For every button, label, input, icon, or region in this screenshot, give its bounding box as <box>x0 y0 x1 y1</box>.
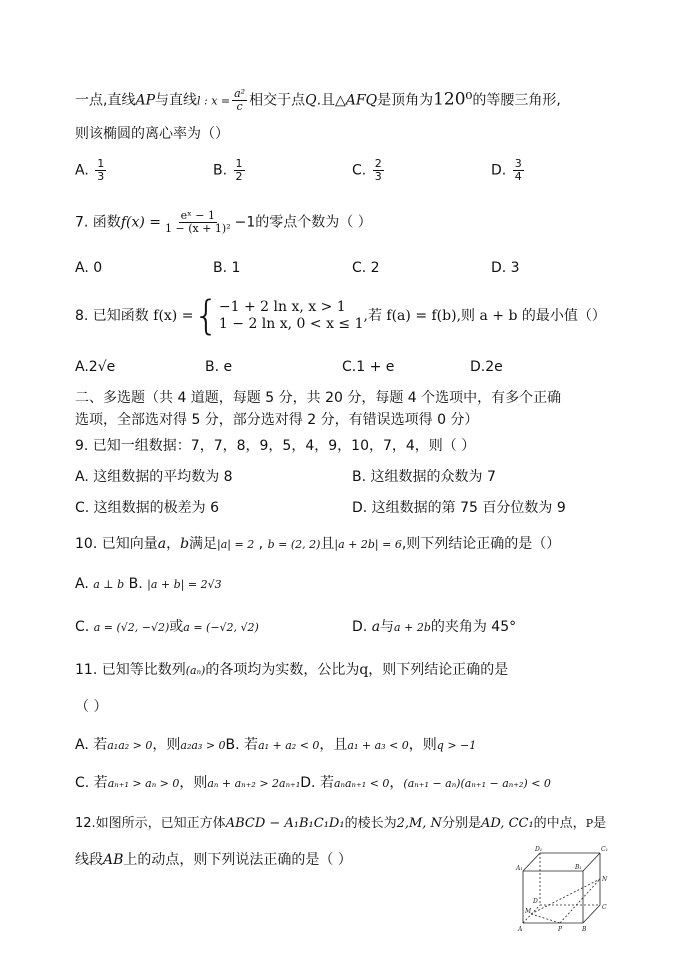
text: 上的动点，则下列说法正确的是（ ） <box>123 852 352 868</box>
math-abs-a: |a| = 2 <box>217 538 255 551</box>
text: 线段 <box>75 852 103 868</box>
section2-heading: 二、多选题（共 4 道题，每题 5 分，共 20 分，每题 4 个选项中，有多个正确 <box>75 390 562 406</box>
segment-MN <box>531 879 600 914</box>
frac-num: 1 <box>97 157 105 170</box>
math-AFQ: AFQ <box>345 92 378 109</box>
text: 或 <box>169 619 184 635</box>
cube-figure <box>515 843 615 933</box>
q8-option-a: A.2√e <box>75 359 116 375</box>
math-fx: f(x) = <box>120 214 161 231</box>
text: 11. 已知等比数列 <box>75 662 186 678</box>
q10-option-ab <box>75 574 222 595</box>
text: 的棱长为 <box>344 816 397 831</box>
text: 与直线 <box>154 92 197 109</box>
math: 2, <box>396 816 409 831</box>
text: 相交于点 <box>249 92 306 109</box>
text: ，则 <box>152 737 181 753</box>
math: a₁ + a₃ < 0 <box>347 739 409 752</box>
fraction <box>513 158 524 183</box>
q6-line1 <box>75 88 561 113</box>
math: a₂a₃ > 0 <box>180 739 226 752</box>
text: .且△ <box>316 92 346 109</box>
math: a = (√2, −√2) <box>93 621 170 634</box>
math-cube: ABCD − A₁B₁C₁D₁ <box>225 816 345 831</box>
edge <box>583 905 600 923</box>
label-C1: C₁ <box>601 846 608 853</box>
text: ,则下列结论正确的是（） <box>401 536 561 552</box>
text: −1的零点个数为（ ） <box>234 214 372 231</box>
math: (aₙ) <box>185 664 206 677</box>
q11-stem <box>75 660 508 681</box>
option-label: C. <box>75 619 90 635</box>
option-label: A. <box>75 576 89 592</box>
text: 且 <box>320 536 335 552</box>
label-C: C <box>602 904 607 911</box>
math-AP: AP <box>135 92 155 109</box>
label-M: M <box>525 908 532 915</box>
q6-option-c <box>352 158 386 183</box>
label-B: B <box>582 926 587 933</box>
label-A1: A₁ <box>516 865 523 872</box>
math: a₁ + a₂ < 0 <box>258 739 320 752</box>
frac-den: 1 − (x + 1)² <box>165 222 231 235</box>
q9-stem: 9. 已知一组数据：7，7，8，9，5，4，9，10，7，4，则（ ） <box>75 438 476 454</box>
math-b: b = (2, 2) <box>267 538 321 551</box>
q9-option-c: C. 这组数据的极差为 6 <box>75 500 220 516</box>
q7-option-c: C. 2 <box>352 260 380 276</box>
q12-stem <box>75 814 606 834</box>
option-label: A. <box>75 162 89 179</box>
frac-num: 3 <box>514 157 522 170</box>
math: aₙ + aₙ₊₂ > 2aₙ₊₁ <box>207 777 301 790</box>
text: ，且 <box>319 737 348 753</box>
q10-stem: 10. 已知向量a，b满足|a| = 2 , b = (2, 2)且|a + 2b| = 6,则下列结论正确的是（） <box>75 536 561 552</box>
math: aₙaₙ₊₁ < 0 <box>333 777 390 790</box>
text: ， <box>166 536 181 552</box>
fraction <box>232 88 247 113</box>
option-label: B. <box>213 162 228 179</box>
text: 一点,直线 <box>75 92 136 109</box>
text: 是顶角为 <box>377 92 434 109</box>
frac-den: c <box>236 100 243 113</box>
segment-MP <box>531 914 560 923</box>
fraction <box>163 210 233 235</box>
frac-den: 2 <box>235 170 243 183</box>
text: 7. 函数 <box>75 214 121 231</box>
text: 的中点， <box>533 816 586 831</box>
math-q: q <box>359 662 369 678</box>
text: ，则下列结论正确的是 <box>368 662 509 678</box>
piece-1: −1 + 2 ln x, x > 1 <box>218 299 346 315</box>
math-l: l : x = <box>196 94 231 108</box>
math: a <box>371 619 381 635</box>
piece-2: 1 − 2 ln x, 0 < x ≤ 1 <box>218 316 364 332</box>
math: a₁a₂ > 0 <box>107 739 153 752</box>
frac-den: 3 <box>97 170 105 183</box>
frac-num: a² <box>234 87 246 100</box>
q10-option-c <box>75 617 259 638</box>
option-label: D. <box>352 619 368 635</box>
option-label: C. 若 <box>75 775 108 791</box>
fraction <box>373 158 384 183</box>
option-label: B. 若 <box>225 737 259 753</box>
q7-option-a: A. 0 <box>75 260 103 276</box>
q9-option-d: D. 这组数据的第 75 百分位数为 9 <box>352 500 566 516</box>
q9-option-a: A. 这组数据的平均数为 8 <box>75 469 233 485</box>
fraction <box>234 158 245 183</box>
text: 的各项均为实数，公比为 <box>205 662 360 678</box>
text: ，则 <box>408 737 437 753</box>
q7-stem <box>75 210 372 235</box>
math: aₙ₊₁ > aₙ > 0 <box>107 777 180 790</box>
math: |a + b| = 2√3 <box>147 578 222 591</box>
math: a + 2b <box>394 621 431 634</box>
option-label: B. <box>128 576 143 592</box>
math-Q: Q <box>305 92 317 109</box>
text: ， <box>389 775 404 791</box>
option-label: D. <box>491 162 507 179</box>
q7-option-d: D. 3 <box>491 260 520 276</box>
math-AB: AB <box>103 852 124 868</box>
text: ,若 f(a) = f(b),则 a + b 的最小值（） <box>363 308 606 324</box>
text: 满足 <box>189 536 218 552</box>
q11-option-cd <box>75 773 551 794</box>
option-label: C. <box>352 162 367 179</box>
q9-option-b: B. 这组数据的众数为 7 <box>352 469 496 485</box>
q8-stem <box>75 293 606 339</box>
text: 与 <box>380 619 395 635</box>
text: 分别是 <box>441 816 481 831</box>
fraction <box>95 158 106 183</box>
math: AD, CC₁ <box>480 816 534 831</box>
math-fx: f(x) = <box>153 308 194 324</box>
q6-option-a <box>75 158 108 183</box>
frac-den: 4 <box>514 170 522 183</box>
option-label: A. 若 <box>75 737 108 753</box>
brace-icon: { <box>193 293 219 339</box>
math-P: P <box>585 817 594 830</box>
math: a ⊥ b <box>93 578 125 591</box>
section2-heading-cont: 选项，全部选对得 5 分，部分选对得 2 分，有错误选项得 0 分） <box>75 412 479 428</box>
math: q > −1 <box>436 739 477 752</box>
edge <box>523 853 540 871</box>
label-B1: B₁ <box>575 864 582 871</box>
frac-num: 2 <box>374 157 382 170</box>
math-angle: 120⁰ <box>433 89 473 110</box>
text: 是 <box>593 816 607 831</box>
label-N: N <box>602 876 608 883</box>
q8-option-d: D.2e <box>470 359 503 375</box>
label-P: P <box>558 926 563 933</box>
piecewise <box>219 299 364 333</box>
math-abs: |a + 2b| = 6 <box>334 538 402 551</box>
segment-PN <box>560 879 600 923</box>
vector-b: b <box>180 536 190 552</box>
text: 的等腰三角形, <box>472 92 561 109</box>
math: (aₙ₊₁ − aₙ)(aₙ₊₁ − aₙ₊₂) < 0 <box>403 777 551 790</box>
math: a = (−√2, √2) <box>183 621 259 634</box>
q10-option-d <box>352 617 516 638</box>
text: 8. 已知函数 <box>75 308 149 324</box>
frac-num: eˣ − 1 <box>180 209 215 222</box>
label-D: D <box>533 898 538 905</box>
q7-option-b: B. 1 <box>213 260 241 276</box>
frac-den: 3 <box>374 170 382 183</box>
q11-paren: （ ） <box>75 699 108 715</box>
q11-option-ab <box>75 735 476 756</box>
text: 10. 已知向量 <box>75 536 158 552</box>
q6-line2: 则该椭圆的离心率为（） <box>75 126 229 142</box>
q6-option-d <box>491 158 526 183</box>
q8-option-c: C.1 + e <box>342 359 395 375</box>
frac-num: 1 <box>235 157 243 170</box>
q12-line2 <box>75 850 352 870</box>
q6-option-b <box>213 158 247 183</box>
option-label: D. 若 <box>300 775 334 791</box>
vector-a: a <box>157 536 167 552</box>
text: 的夹角为 45° <box>430 619 517 635</box>
edge <box>583 853 600 871</box>
label-D1: D₁ <box>535 846 543 853</box>
math: M, N <box>408 816 442 831</box>
label-A: A <box>518 926 523 933</box>
q8-option-b: B. e <box>205 359 233 375</box>
text: 12.如图所示，已知正方体 <box>75 816 226 831</box>
text: ，则 <box>179 775 208 791</box>
